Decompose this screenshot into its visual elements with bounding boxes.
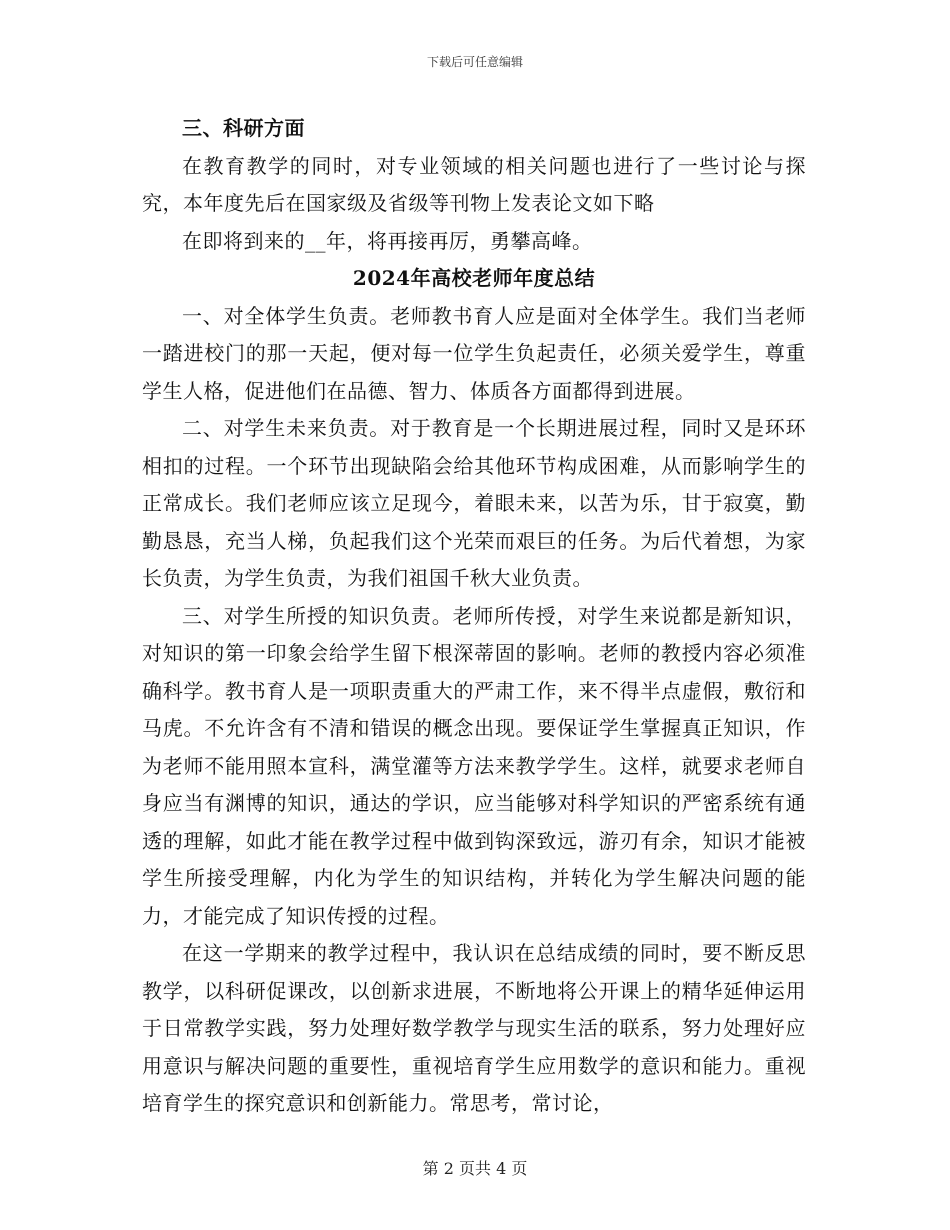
paragraph: 在即将到来的__年，将再接再厉，勇攀高峰。 (182, 228, 593, 253)
section-heading: 三、科研方面 (182, 116, 305, 140)
paragraph: 一、对全体学生负责。老师教书育人应是面对全体学生。我们当老师一踏进校门的那一天起，便对每一位学生负起责任，必须关爱学生，尊重学生人格，促进他们在品德、智力、体质各方面都得到进展。 (142, 303, 806, 403)
paragraph: 在这一学期来的教学过程中，我认识在总结成绩的同时，要不断反思教学，以科研促课改，以创新求进展，不断地将公开课上的精华延伸运用于日常教学实践，努力处理好数学教学与现实生活的联系，努力处理好应用意识与解决问题的重要性，重视培育学生应用数学的意识和能力。重视培育学生的探究意识和创新能力。常思考，常讨论， (142, 941, 806, 1115)
paragraph: 三、对学生所授的知识负责。老师所传授，对学生来说都是新知识，对知识的第一印象会给学生留下根深蒂固的影响。老师的教授内容必须准确科学。教书育人是一项职责重大的严肃工作，来不得半点虚假，敷衍和马虎。不允许含有不清和错误的概念出现。要保证学生掌握真正知识，作为老师不能用照本宣科，满堂灌等方法来教学学生。这样，就要求老师自身应当有渊博的知识，通达的学识，应当能够对科学知识的严密系统有通透的理解，如此才能在教学过程中做到钩深致远，游刃有余，知识才能被学生所接受理解，内化为学生的知识结构，并转化为学生解决问题的能力，才能完成了知识传授的过程。 (142, 603, 806, 928)
paragraph: 二、对学生未来负责。对于教育是一个长期进展过程，同时又是环环相扣的过程。一个环节出现缺陷会给其他环节构成困难，从而影响学生的正常成长。我们老师应该立足现今，着眼未来，以苦为乐，甘于寂寞，勤勤恳恳，充当人梯，负起我们这个光荣而艰巨的任务。为后代着想，为家长负责，为学生负责，为我们祖国千秋大业负责。 (142, 416, 806, 590)
document-body (142, 110, 806, 1123)
page-header: 下载后可任意编辑 (426, 55, 523, 69)
document-title: 2024年高校老师年度总结 (352, 266, 596, 290)
page-number: 第 2 页共 4 页 (422, 1159, 528, 1178)
paragraph: 在教育教学的同时，对专业领域的相关问题也进行了一些讨论与探究，本年度先后在国家级及省级等刊物上发表论文如下略 (142, 153, 806, 215)
